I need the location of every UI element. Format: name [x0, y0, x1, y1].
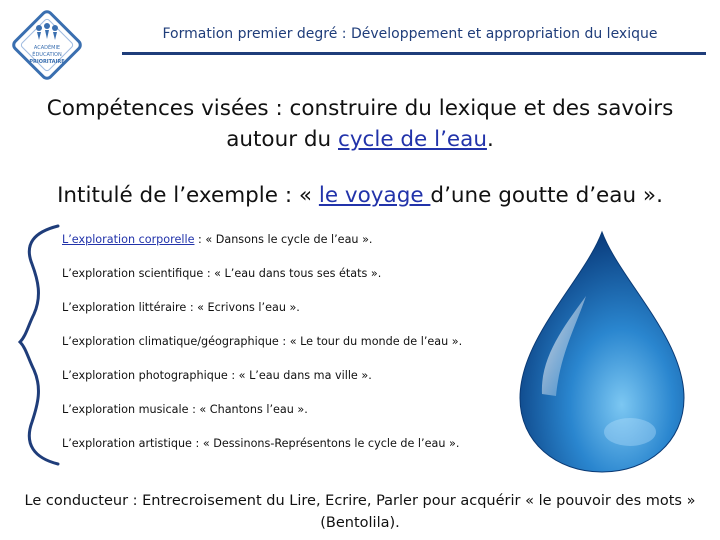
water-drop-illustration: [512, 226, 692, 476]
competences-line1: Compétences visées : construire du lexique et des savoirs: [46, 96, 674, 121]
list-item: [62, 402, 522, 436]
competences-heading: [0, 93, 720, 155]
svg-text:ACADÉMIE: ACADÉMIE: [33, 45, 61, 51]
curly-brace-icon: [16, 222, 66, 467]
svg-text:ÉDUCATION: ÉDUCATION: [32, 52, 62, 58]
intitule-prefix: Intitulé de l’exemple : «: [57, 183, 319, 208]
conducteur-line2: (Bentolila).: [320, 515, 400, 531]
list-item-text: L’exploration musicale : « Chantons l’eau ».: [62, 403, 308, 416]
svg-text:PRIORITAIRE: PRIORITAIRE: [29, 59, 65, 65]
exploration-list: [62, 232, 522, 470]
list-item-text: L’exploration artistique : « Dessinons-Représentons le cycle de l’eau ».: [62, 437, 460, 450]
list-item: [62, 436, 522, 470]
list-item: [62, 232, 522, 266]
list-item: [62, 368, 522, 402]
list-item-text: L’exploration photographique : « L’eau dans ma ville ».: [62, 369, 372, 382]
header-title: Formation premier degré : Développement et appropriation du lexique: [162, 26, 658, 42]
education-prioritaire-logo: [8, 6, 86, 84]
list-item-text: : « Dansons le cycle de l’eau ».: [194, 233, 373, 246]
intitule-suffix: d’une goutte d’eau ».: [430, 183, 663, 208]
exploration-corporelle-link[interactable]: L’exploration corporelle: [62, 233, 195, 246]
list-item: [62, 266, 522, 300]
list-item: [62, 334, 522, 368]
list-item: [62, 300, 522, 334]
conducteur-line1: Le conducteur : Entrecroisement du Lire, Ecrire, Parler pour acquérir « le pouvoir des mots »: [24, 493, 696, 509]
competences-suffix: .: [486, 127, 494, 152]
list-item-text: L’exploration littéraire : « Ecrivons l’eau ».: [62, 301, 300, 314]
intitule-heading: [0, 183, 720, 208]
list-item-text: L’exploration climatique/géographique : « Le tour du monde de l’eau ».: [62, 335, 463, 348]
conducteur-text: [0, 490, 720, 534]
competences-line2-prefix: autour du: [226, 127, 338, 152]
list-item-text: L’exploration scientifique : « L’eau dans tous ses états ».: [62, 267, 382, 280]
le-voyage-link[interactable]: le voyage: [318, 183, 431, 208]
cycle-de-leau-link[interactable]: cycle de l’eau: [338, 127, 487, 152]
header-divider: [122, 52, 706, 55]
